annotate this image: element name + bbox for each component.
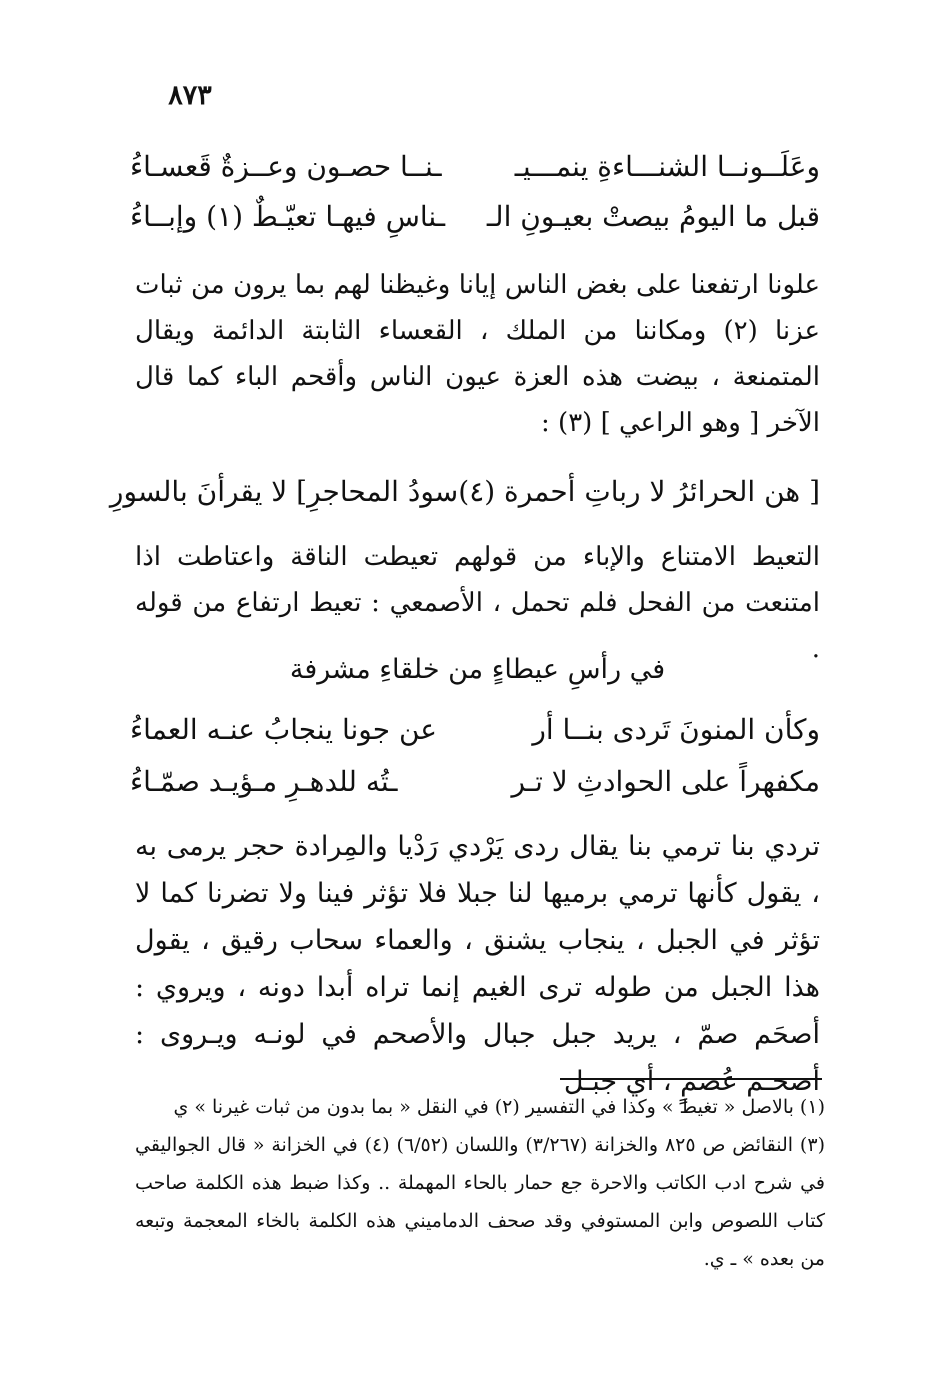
footnote-1-2: (١) بالاصل « تغيط » وكذا في التفسير (٢) في النقل « بما بدون من ثبات غيرنا » ي [173,1096,825,1118]
verse-line-4 [130,708,820,752]
verse-line-1 [130,145,820,189]
paragraph-commentary-3: تردي بنا ترمي بنا يقال ردى يَرْدي رَدْيا والمِرادة حجر يرمى به ، يقول كأنها ترمي برميها لنا جبلا فلا تؤثر فينا ولا تضرنا كما لا تؤثر في الجبل ، ينجاب يشنق ، والعماء سحاب رقيق ، يقول هذا الجبل من طوله ترى الغيم إنما تراه أبدا دونه ، ويروي : أصحَم صمّ ، يريد جبل جبال والأصحم في لونـه ويـروى : أصحـم عُصمٍ ، أي جبـل [135,831,820,1097]
verse-hemistich-right: مكفهراً على الحوادثِ لا تـر [511,765,820,798]
verse-hemistich-left: ـناسِ فيهـا تعيّـطٌ (١) وإبــاءُ [130,200,446,233]
verse-hemistich-left: سودُ المحاجرِ] لا يقرأنَ بالسورِ [109,475,459,508]
footnote-3-4: (٣) النقائض ص ٨٢٥ والخزانة (٣/٢٦٧) واللسان (٦/٥٢) (٤) في الخزانة « قال الجواليقي في شرح ادب الكاتب والاحرة جع حمار بالحاء المهملة .. وكذا ضبط هذه الكلمة صاحب كتاب اللصوص وابن المستوفي وقد صحف الدماميني هذه الكلمة بالخاء المعجمة وتبعه من بعده » ـ ي. [135,1134,825,1270]
verse-hemistich-right: وكأن المنونَ تَردى بنــا أر [532,713,820,746]
footnote-divider [560,1078,822,1080]
verse-hemistich-right: قبل ما اليومُ بيصتْ بعيـونِ الـ [486,200,820,233]
paragraph-commentary-2: التعيط الامتناع والإباء من قولهم تعيطت الناقة واعتاطت اذا امتنعت من الفحل فلم تحمل ، الأصمعي : تعيط ارتفاع من قوله . [135,542,820,664]
page-number: ٨٧٣ [168,80,212,111]
verse-hemistich-left: ـنــا حصـون وعــزةٌ قَعسـاءُ [130,150,442,183]
footnotes [135,1088,825,1278]
verse-hemistich-right: وعَلَــونــا الشنـــاءةِ ينمـــيـ [514,150,820,183]
verse-line-3 [109,470,820,514]
verse-line-2 [130,195,820,239]
verse-hemistich-right: [ هن الحرائرُ لا رباتِ أحمرة (٤) [458,475,820,508]
quoted-verse-line: في رأسِ عيطاءٍ من خلقاءِ مشرفة [289,654,666,685]
verse-hemistich-left: ـتُه للدهـرِ مـؤيـد صمّـاءُ [130,765,398,798]
verse-line-5 [130,760,820,804]
paragraph-commentary-1: علونا ارتفعنا على بغض الناس إيانا وغيظنا لهم بما يرون من ثبات عزنا (٢) ومكاننا من الملك ، القعساء الثابتة الدائمة ويقال المتمنعة ، بيضت هذه العزة عيون الناس وأقحم الباء كما قال الآخر [ وهو الراعي ] (٣) : [135,270,820,438]
verse-hemistich-left: عن جونا ينجابُ عنـه العماءُ [130,713,438,746]
